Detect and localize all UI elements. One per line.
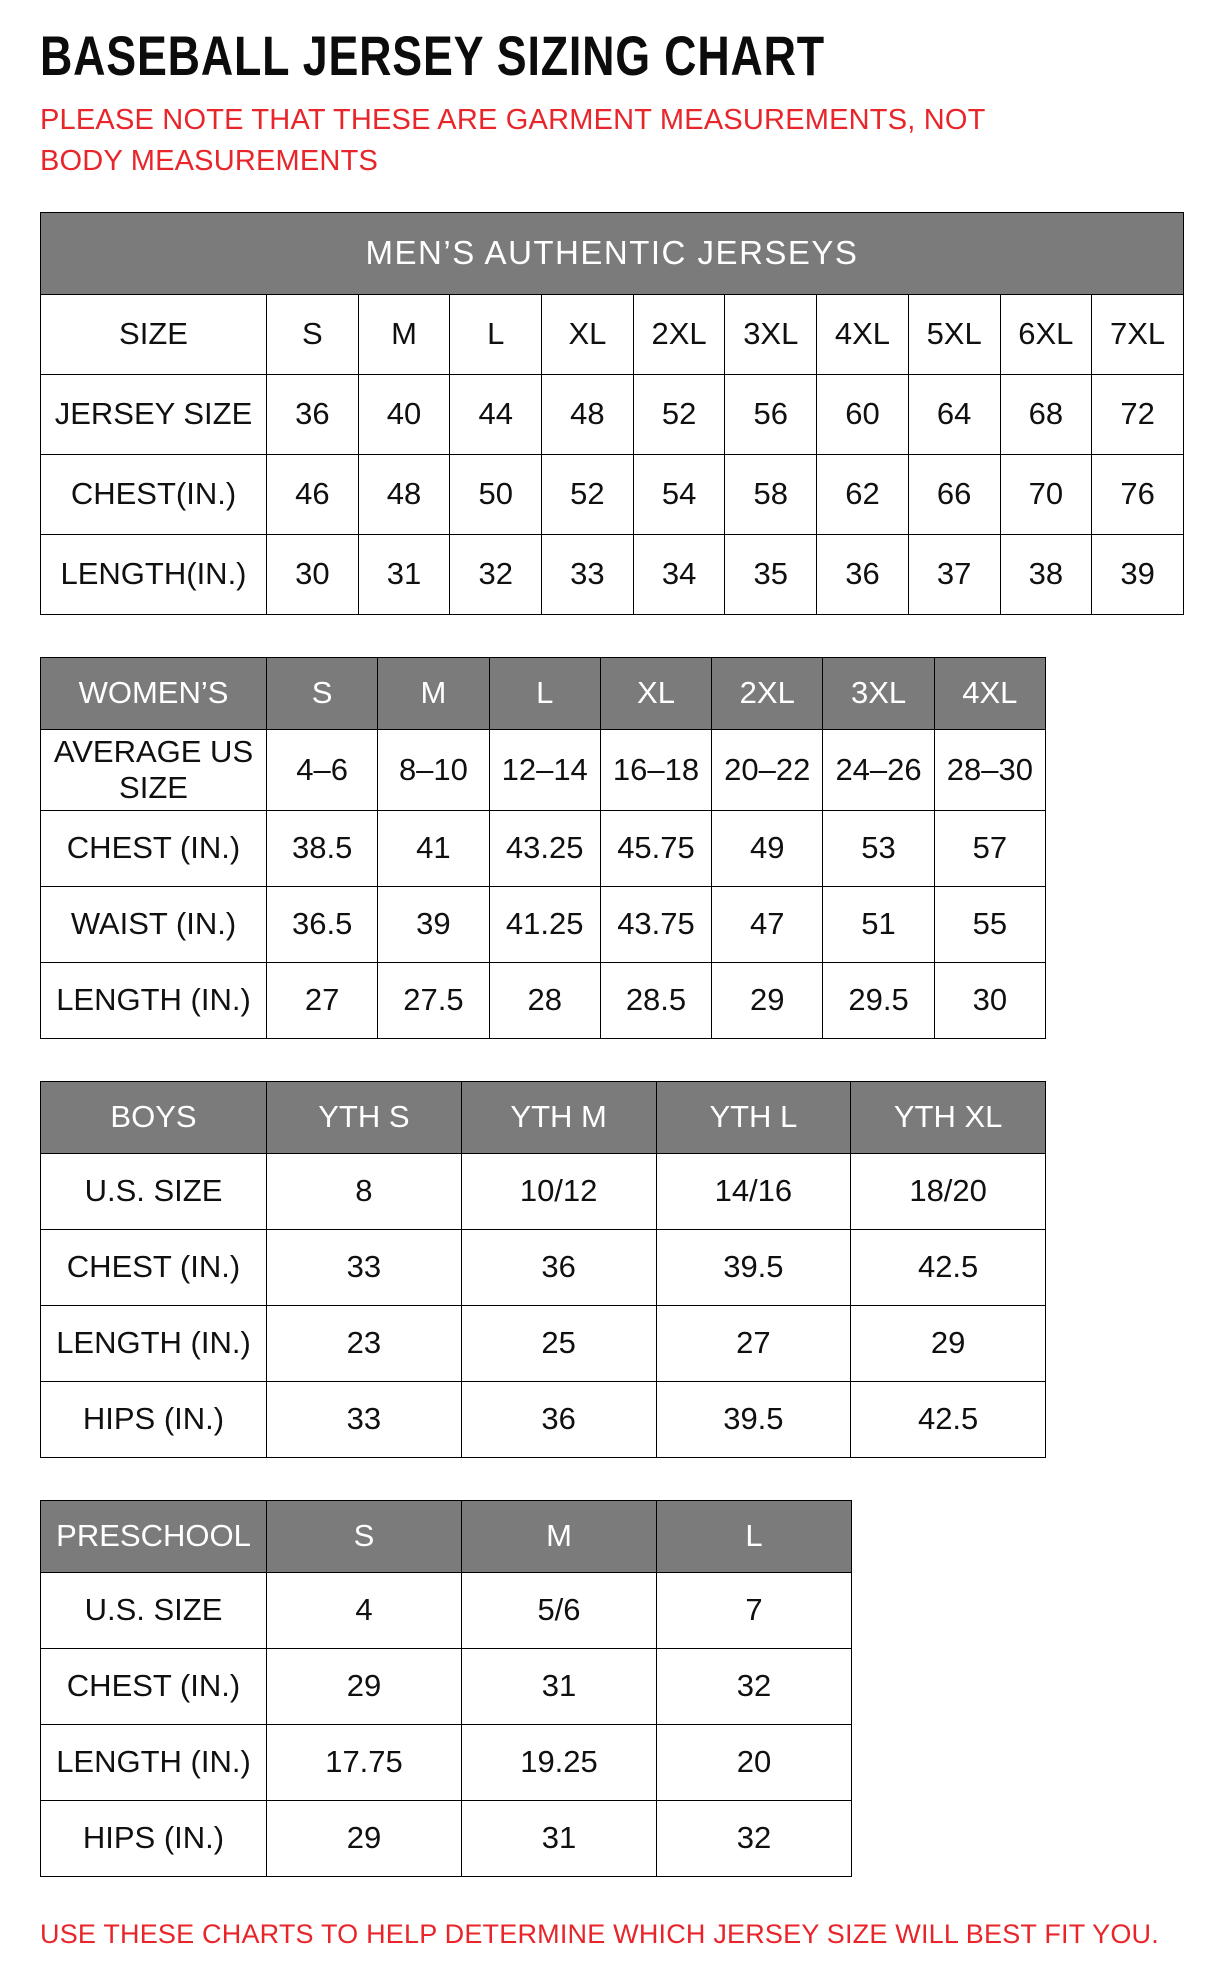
womens-value-cell: 4–6	[267, 729, 378, 810]
womens-header-cell: S	[267, 657, 378, 729]
womens-value-cell: 43.25	[489, 810, 600, 886]
womens-value-cell: 24–26	[823, 729, 934, 810]
mens-header-cell: XL	[542, 294, 634, 374]
mens-value-cell: 76	[1092, 454, 1184, 534]
boys-value-cell: 8	[267, 1153, 462, 1229]
mens-row-label: JERSEY SIZE	[41, 374, 267, 454]
mens-value-cell: 70	[1000, 454, 1092, 534]
boys-value-cell: 14/16	[656, 1153, 851, 1229]
mens-value-cell: 40	[358, 374, 450, 454]
mens-header-cell: 7XL	[1092, 294, 1184, 374]
preschool-value-cell: 29	[267, 1800, 462, 1876]
mens-value-cell: 66	[908, 454, 1000, 534]
boys-data-row	[41, 1305, 1046, 1381]
womens-header-cell: 3XL	[823, 657, 934, 729]
boys-value-cell: 36	[461, 1381, 656, 1457]
preschool-value-cell: 20	[657, 1724, 852, 1800]
womens-row-label: CHEST (IN.)	[41, 810, 267, 886]
mens-header-label: SIZE	[41, 294, 267, 374]
womens-header-cell: 2XL	[712, 657, 823, 729]
mens-value-cell: 32	[450, 534, 542, 614]
boys-header-row	[41, 1081, 1046, 1153]
mens-header-cell: 4XL	[817, 294, 909, 374]
mens-value-cell: 62	[817, 454, 909, 534]
boys-row-label: U.S. SIZE	[41, 1153, 267, 1229]
preschool-value-cell: 4	[267, 1572, 462, 1648]
mens-value-cell: 31	[358, 534, 450, 614]
womens-value-cell: 51	[823, 886, 934, 962]
mens-header-cell: 2XL	[633, 294, 725, 374]
mens-header-row	[41, 294, 1184, 374]
boys-row-label: CHEST (IN.)	[41, 1229, 267, 1305]
preschool-value-cell: 29	[267, 1648, 462, 1724]
womens-value-cell: 27.5	[378, 962, 489, 1038]
boys-value-cell: 36	[461, 1229, 656, 1305]
womens-header-cell: M	[378, 657, 489, 729]
boys-value-cell: 23	[267, 1305, 462, 1381]
mens-table-title: MEN’S AUTHENTIC JERSEYS	[41, 212, 1184, 294]
preschool-header-label: PRESCHOOL	[41, 1500, 267, 1572]
womens-value-cell: 8–10	[378, 729, 489, 810]
womens-header-cell: XL	[600, 657, 711, 729]
womens-value-cell: 28	[489, 962, 600, 1038]
boys-data-row	[41, 1153, 1046, 1229]
womens-value-cell: 36.5	[267, 886, 378, 962]
mens-row-label: CHEST(IN.)	[41, 454, 267, 534]
preschool-header-row	[41, 1500, 852, 1572]
preschool-header-cell: S	[267, 1500, 462, 1572]
boys-value-cell: 39.5	[656, 1381, 851, 1457]
sizing-chart-page	[40, 26, 1180, 1950]
preschool-header-cell: L	[657, 1500, 852, 1572]
boys-header-cell: YTH L	[656, 1081, 851, 1153]
preschool-row-label: CHEST (IN.)	[41, 1648, 267, 1724]
boys-header-label: BOYS	[41, 1081, 267, 1153]
mens-sizing-table	[40, 212, 1184, 615]
mens-header-cell: 5XL	[908, 294, 1000, 374]
womens-value-cell: 41.25	[489, 886, 600, 962]
womens-sizing-table	[40, 657, 1046, 1039]
womens-value-cell: 38.5	[267, 810, 378, 886]
womens-header-row	[41, 657, 1046, 729]
boys-value-cell: 29	[851, 1305, 1046, 1381]
mens-data-row	[41, 534, 1184, 614]
womens-data-row	[41, 729, 1046, 810]
boys-value-cell: 25	[461, 1305, 656, 1381]
boys-value-cell: 27	[656, 1305, 851, 1381]
mens-value-cell: 33	[542, 534, 634, 614]
womens-value-cell: 30	[934, 962, 1045, 1038]
mens-value-cell: 64	[908, 374, 1000, 454]
mens-value-cell: 52	[542, 454, 634, 534]
womens-value-cell: 47	[712, 886, 823, 962]
mens-value-cell: 48	[358, 454, 450, 534]
womens-value-cell: 41	[378, 810, 489, 886]
mens-value-cell: 72	[1092, 374, 1184, 454]
garment-measurement-note: PLEASE NOTE THAT THESE ARE GARMENT MEASUREMENTS, NOT BODY MEASUREMENTS	[40, 104, 986, 178]
boys-header-cell: YTH S	[267, 1081, 462, 1153]
preschool-row-label: HIPS (IN.)	[41, 1800, 267, 1876]
womens-value-cell: 29.5	[823, 962, 934, 1038]
mens-data-row	[41, 374, 1184, 454]
womens-value-cell: 28.5	[600, 962, 711, 1038]
boys-data-row	[41, 1381, 1046, 1457]
boys-value-cell: 42.5	[851, 1229, 1046, 1305]
mens-row-label: LENGTH(IN.)	[41, 534, 267, 614]
boys-row-label: LENGTH (IN.)	[41, 1305, 267, 1381]
boys-value-cell: 18/20	[851, 1153, 1046, 1229]
mens-value-cell: 34	[633, 534, 725, 614]
mens-value-cell: 58	[725, 454, 817, 534]
boys-value-cell: 33	[267, 1381, 462, 1457]
mens-value-cell: 68	[1000, 374, 1092, 454]
womens-row-label: WAIST (IN.)	[41, 886, 267, 962]
mens-header-cell: 3XL	[725, 294, 817, 374]
page-title: BASEBALL JERSEY SIZING CHART	[40, 24, 825, 87]
mens-value-cell: 35	[725, 534, 817, 614]
boys-header-cell: YTH XL	[851, 1081, 1046, 1153]
fit-advice-footer: USE THESE CHARTS TO HELP DETERMINE WHICH JERSEY SIZE WILL BEST FIT YOU.	[40, 1918, 1159, 1949]
womens-value-cell: 28–30	[934, 729, 1045, 810]
preschool-value-cell: 32	[657, 1648, 852, 1724]
boys-value-cell: 42.5	[851, 1381, 1046, 1457]
preschool-row-label: LENGTH (IN.)	[41, 1724, 267, 1800]
preschool-value-cell: 31	[462, 1800, 657, 1876]
womens-value-cell: 16–18	[600, 729, 711, 810]
mens-header-cell: L	[450, 294, 542, 374]
preschool-value-cell: 17.75	[267, 1724, 462, 1800]
womens-row-label: AVERAGE US SIZE	[41, 729, 267, 810]
womens-value-cell: 20–22	[712, 729, 823, 810]
mens-header-cell: M	[358, 294, 450, 374]
mens-value-cell: 52	[633, 374, 725, 454]
mens-value-cell: 38	[1000, 534, 1092, 614]
mens-header-cell: S	[267, 294, 359, 374]
mens-value-cell: 50	[450, 454, 542, 534]
mens-value-cell: 46	[267, 454, 359, 534]
preschool-data-row	[41, 1724, 852, 1800]
womens-value-cell: 49	[712, 810, 823, 886]
mens-value-cell: 48	[542, 374, 634, 454]
preschool-sizing-table	[40, 1500, 852, 1877]
womens-value-cell: 57	[934, 810, 1045, 886]
mens-value-cell: 36	[817, 534, 909, 614]
mens-value-cell: 56	[725, 374, 817, 454]
preschool-data-row	[41, 1572, 852, 1648]
womens-header-label: WOMEN’S	[41, 657, 267, 729]
womens-value-cell: 27	[267, 962, 378, 1038]
preschool-value-cell: 5/6	[462, 1572, 657, 1648]
womens-value-cell: 45.75	[600, 810, 711, 886]
boys-value-cell: 33	[267, 1229, 462, 1305]
womens-value-cell: 12–14	[489, 729, 600, 810]
mens-header-cell: 6XL	[1000, 294, 1092, 374]
preschool-header-cell: M	[462, 1500, 657, 1572]
boys-data-row	[41, 1229, 1046, 1305]
womens-data-row	[41, 810, 1046, 886]
womens-value-cell: 43.75	[600, 886, 711, 962]
boys-row-label: HIPS (IN.)	[41, 1381, 267, 1457]
preschool-value-cell: 31	[462, 1648, 657, 1724]
mens-value-cell: 39	[1092, 534, 1184, 614]
womens-value-cell: 53	[823, 810, 934, 886]
mens-data-row	[41, 454, 1184, 534]
womens-row-label: LENGTH (IN.)	[41, 962, 267, 1038]
womens-header-cell: L	[489, 657, 600, 729]
womens-value-cell: 39	[378, 886, 489, 962]
boys-sizing-table	[40, 1081, 1046, 1458]
mens-title-row	[41, 212, 1184, 294]
womens-header-cell: 4XL	[934, 657, 1045, 729]
preschool-data-row	[41, 1648, 852, 1724]
preschool-row-label: U.S. SIZE	[41, 1572, 267, 1648]
mens-value-cell: 44	[450, 374, 542, 454]
womens-data-row	[41, 886, 1046, 962]
boys-value-cell: 10/12	[461, 1153, 656, 1229]
preschool-value-cell: 7	[657, 1572, 852, 1648]
womens-value-cell: 55	[934, 886, 1045, 962]
mens-value-cell: 36	[267, 374, 359, 454]
boys-value-cell: 39.5	[656, 1229, 851, 1305]
preschool-value-cell: 32	[657, 1800, 852, 1876]
womens-data-row	[41, 962, 1046, 1038]
mens-value-cell: 54	[633, 454, 725, 534]
boys-header-cell: YTH M	[461, 1081, 656, 1153]
mens-value-cell: 37	[908, 534, 1000, 614]
mens-value-cell: 30	[267, 534, 359, 614]
womens-value-cell: 29	[712, 962, 823, 1038]
preschool-data-row	[41, 1800, 852, 1876]
mens-value-cell: 60	[817, 374, 909, 454]
preschool-value-cell: 19.25	[462, 1724, 657, 1800]
